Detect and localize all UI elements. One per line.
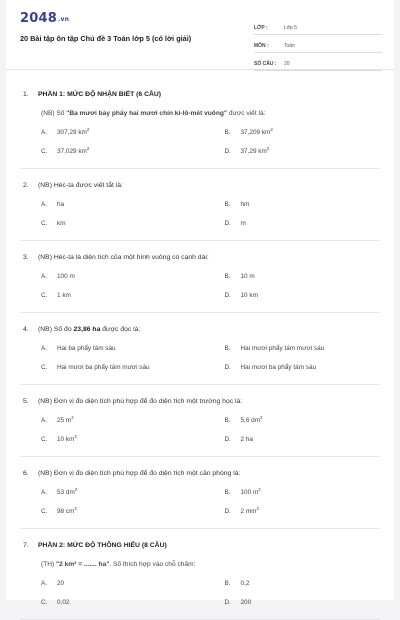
option-text	[57, 219, 66, 228]
option-letter: D.	[224, 599, 231, 606]
document-meta	[254, 17, 382, 71]
question-number: 5.	[23, 398, 29, 405]
answer-option-b[interactable]	[211, 488, 381, 497]
option-exponent: 2	[270, 127, 273, 132]
question-text	[38, 325, 380, 335]
answer-options	[20, 128, 380, 156]
question-text-pre: (NB) Số	[41, 110, 67, 117]
question-header	[20, 325, 380, 335]
option-letter: A.	[41, 345, 48, 352]
question-text	[38, 469, 380, 479]
answer-options	[20, 344, 380, 372]
option-letter: B.	[224, 273, 231, 280]
option-value: 10 m	[240, 273, 255, 280]
meta-row-class	[254, 17, 382, 35]
option-value: km	[57, 220, 66, 227]
answer-option-c[interactable]	[41, 147, 211, 156]
option-value: 0,02	[57, 599, 70, 606]
option-letter: A.	[41, 129, 48, 136]
answer-option-a[interactable]	[41, 272, 211, 281]
option-text	[57, 200, 64, 209]
option-text	[241, 363, 317, 372]
question-text-pre: (NB) Héc-ta là diện tích của một hình vuông có cạnh dài:	[38, 254, 209, 261]
option-letter: A.	[41, 201, 48, 208]
question-text-pre: (NB) Số đo	[38, 326, 74, 333]
option-letter: D.	[224, 508, 231, 515]
option-letter: D.	[224, 220, 231, 227]
option-text	[241, 488, 261, 497]
answer-option-c[interactable]	[41, 507, 211, 516]
answer-option-a[interactable]	[41, 128, 211, 137]
question-text-bold: "Ba mươi bảy phẩy hai mươi chín ki-lô-mét vuông"	[66, 110, 228, 117]
question-text-pre: (NB) Héc-ta được viết tắt là:	[38, 182, 123, 189]
answer-options	[20, 200, 380, 228]
answer-option-c[interactable]	[41, 363, 211, 372]
meta-row-count	[254, 53, 382, 71]
meta-value: 20	[284, 61, 290, 67]
question-text-pre: (NB) Đơn vị đo diện tích phù hợp để đo diện tích một căn phòng là:	[38, 470, 241, 477]
question-header	[20, 181, 380, 191]
question-number: 4.	[23, 326, 29, 333]
option-value: 20	[57, 580, 65, 587]
meta-label: LỚP :	[254, 25, 268, 31]
answer-option-b[interactable]	[211, 416, 381, 425]
option-value: 2 ha	[240, 436, 253, 443]
option-text	[241, 291, 258, 300]
option-value: 37,029 km	[57, 148, 87, 155]
option-value: Hai ba phẩy tám sáu	[57, 345, 116, 352]
question-3	[20, 253, 380, 313]
meta-label: SỐ CÂU :	[254, 61, 277, 67]
option-text	[57, 291, 71, 300]
option-value: hm	[240, 201, 250, 208]
answer-option-d[interactable]	[211, 147, 381, 156]
site-logo[interactable]	[20, 11, 69, 26]
option-value: 200	[240, 599, 252, 606]
option-letter: B.	[224, 489, 231, 496]
logo-suffix: .vn	[57, 16, 70, 23]
option-text	[57, 147, 89, 156]
section-title: PHẦN 1: MỨC ĐỘ NHẬN BIẾT (6 CÂU)	[38, 91, 162, 98]
option-letter: D.	[224, 148, 231, 155]
option-text	[241, 219, 246, 228]
option-text	[57, 272, 75, 281]
question-header	[20, 397, 380, 407]
option-letter: B.	[224, 201, 231, 208]
answer-option-a[interactable]	[41, 579, 211, 588]
question-number: 7.	[23, 542, 29, 549]
option-letter: C.	[41, 292, 48, 299]
answer-option-b[interactable]	[211, 344, 381, 353]
answer-options	[20, 416, 380, 444]
option-value: 2 mm	[240, 508, 257, 515]
option-text	[241, 579, 250, 588]
question-text-post: được viết là:	[227, 110, 266, 117]
answer-option-d[interactable]	[211, 598, 381, 607]
option-letter: A.	[41, 417, 48, 424]
question-4	[20, 325, 380, 385]
option-value: 10 km	[57, 436, 75, 443]
option-value: 37,209 km	[240, 129, 271, 136]
option-value: 1 km	[57, 292, 71, 299]
meta-value: Toán	[284, 43, 295, 49]
option-exponent: 2	[256, 506, 259, 511]
question-number: 6.	[23, 470, 29, 477]
question-list	[6, 70, 394, 620]
option-exponent: 2	[71, 415, 74, 420]
question-text	[38, 253, 380, 263]
option-letter: D.	[224, 292, 231, 299]
option-value: 5,6 dm	[240, 417, 261, 424]
option-value: 307,29 km	[57, 129, 87, 136]
option-value: 98 cm	[57, 508, 75, 515]
answer-option-a[interactable]	[41, 344, 211, 353]
option-exponent: 2	[74, 434, 77, 439]
option-text	[57, 363, 150, 372]
option-value: 100 m	[240, 489, 259, 496]
option-value: 100 m	[57, 273, 75, 280]
option-letter: A.	[41, 273, 48, 280]
option-text	[241, 507, 260, 516]
answer-option-c[interactable]	[41, 291, 211, 300]
option-text	[241, 435, 253, 444]
option-text	[241, 272, 255, 281]
option-exponent: 2	[86, 146, 90, 151]
option-letter: C.	[41, 148, 48, 155]
answer-option-b[interactable]	[211, 128, 381, 137]
option-letter: C.	[41, 220, 48, 227]
question-header	[20, 469, 380, 479]
question-text-post: được đọc là:	[100, 326, 141, 333]
question-text-post: . Số thích hợp vào chỗ chấm:	[109, 561, 196, 568]
question-number: 1.	[23, 91, 29, 98]
option-value: 53 dm	[57, 489, 75, 496]
document-page	[6, 0, 394, 606]
answer-option-d[interactable]	[211, 435, 381, 444]
answer-options	[20, 579, 380, 607]
answer-option-c[interactable]	[41, 435, 211, 444]
answer-option-b[interactable]	[211, 200, 381, 209]
question-text-pre: (NB) Đơn vị đo diện tích phù hợp để đo diện tích một trường học là:	[38, 398, 243, 405]
meta-value: Lớp 5	[284, 25, 298, 31]
answer-option-a[interactable]	[41, 488, 211, 497]
option-text	[57, 488, 77, 497]
option-letter: D.	[224, 364, 231, 371]
question-header	[20, 253, 380, 263]
question-2	[20, 181, 380, 241]
option-text	[57, 416, 74, 425]
option-text	[57, 579, 64, 588]
option-text	[57, 435, 77, 444]
option-text	[241, 416, 263, 425]
option-text	[57, 128, 89, 137]
meta-label: MÔN :	[254, 43, 269, 49]
answer-option-c[interactable]	[41, 598, 211, 607]
option-letter: A.	[41, 489, 48, 496]
question-1	[20, 90, 380, 169]
answer-option-b[interactable]	[211, 579, 381, 588]
option-text	[241, 200, 250, 209]
option-letter: C.	[41, 508, 48, 515]
answer-option-b[interactable]	[211, 272, 381, 281]
option-exponent: 2	[74, 506, 77, 511]
answer-option-a[interactable]	[41, 200, 211, 209]
question-text	[20, 109, 380, 119]
option-exponent: 2	[258, 487, 261, 492]
option-exponent: 2	[260, 415, 263, 420]
option-text	[241, 147, 270, 156]
option-value: Hai mươi ba phẩy tám sáu	[240, 364, 317, 371]
question-number: 2.	[23, 182, 29, 189]
question-6	[20, 469, 380, 529]
option-value: 0,2	[240, 580, 250, 587]
answer-option-d[interactable]	[211, 363, 381, 372]
option-value: m	[240, 220, 246, 227]
question-header	[20, 541, 380, 551]
option-value: 10 km	[240, 292, 258, 299]
answer-option-a[interactable]	[41, 416, 211, 425]
answer-options	[20, 488, 380, 516]
option-text	[57, 598, 69, 607]
logo-text: 2048	[20, 11, 57, 26]
option-letter: B.	[224, 345, 231, 352]
option-letter: C.	[41, 599, 48, 606]
question-text-pre: (TH)	[41, 561, 57, 568]
question-header	[20, 90, 380, 100]
answer-option-c[interactable]	[41, 219, 211, 228]
question-text	[20, 560, 380, 570]
option-letter: B.	[224, 129, 231, 136]
option-exponent: 2	[86, 127, 90, 132]
answer-option-d[interactable]	[211, 219, 381, 228]
option-letter: B.	[224, 417, 231, 424]
question-text	[38, 181, 380, 191]
option-value: Hai mươi phẩy tám mươi sáu	[240, 345, 325, 352]
answer-option-d[interactable]	[211, 507, 381, 516]
option-text	[241, 128, 273, 137]
option-value: ha	[57, 201, 65, 208]
option-letter: A.	[41, 580, 48, 587]
answer-options	[20, 272, 380, 300]
option-exponent: 2	[266, 146, 270, 151]
option-text	[57, 344, 116, 353]
option-letter: C.	[41, 364, 48, 371]
option-letter: D.	[224, 436, 231, 443]
question-5	[20, 397, 380, 457]
question-text-bold: 23,86 ha	[73, 326, 101, 333]
question-number: 3.	[23, 254, 29, 261]
option-text	[241, 344, 325, 353]
section-title: PHẦN 2: MỨC ĐỘ THÔNG HIỂU (8 CÂU)	[38, 542, 167, 549]
question-text	[38, 397, 380, 407]
option-value: Hai mươi ba phẩy tám mươi sáu	[57, 364, 150, 371]
option-exponent: 2	[74, 487, 78, 492]
option-letter: B.	[224, 580, 231, 587]
meta-row-subject	[254, 35, 382, 53]
document-header	[6, 0, 394, 70]
option-text	[57, 507, 77, 516]
option-text	[241, 598, 252, 607]
question-7	[20, 541, 380, 620]
document-title: 20 Bài tập ôn tập Chủ đề 3 Toán lớp 5 (có lời giải)	[20, 34, 192, 43]
option-value: 37,29 km	[240, 148, 267, 155]
option-value: 25 m	[57, 417, 72, 424]
option-letter: C.	[41, 436, 48, 443]
question-text-bold: "2 km² = ....... ha"	[56, 561, 110, 568]
answer-option-d[interactable]	[211, 291, 381, 300]
